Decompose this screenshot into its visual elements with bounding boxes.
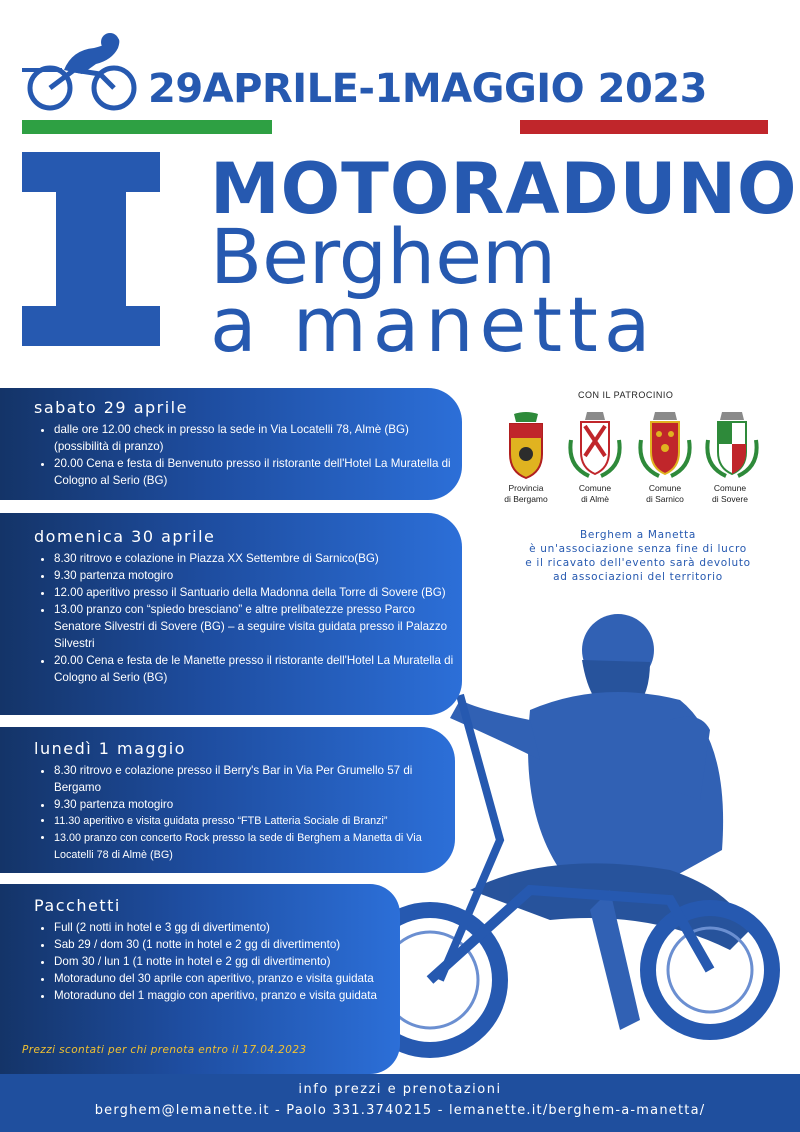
day-panel-saturday <box>0 388 462 500</box>
package-item: • Motoraduno del 30 aprile con aperitivo, pranzo e visita guidata <box>54 970 400 987</box>
schedule-item: • 12.00 aperitivo presso il Santuario della Madonna della Torre di Sovere (BG) <box>54 584 462 601</box>
day-schedule-list <box>34 421 462 489</box>
day-panel-sunday <box>0 513 462 715</box>
patronage-title: CON IL PATROCINIO <box>578 390 674 400</box>
day-title: lunedì 1 maggio <box>34 739 186 758</box>
day-schedule-list <box>34 762 455 864</box>
title-berghem: Berghem <box>210 212 557 301</box>
packages-list <box>34 919 400 1004</box>
italian-flag-green-bar <box>22 120 272 134</box>
event-dates: 29APRILE-1MAGGIO 2023 <box>148 66 707 112</box>
schedule-item: • 9.30 partenza motogiro <box>54 796 455 813</box>
day-title: sabato 29 aprile <box>34 398 188 417</box>
discount-note: Prezzi scontati per chi prenota entro il 17.04.2023 <box>22 1044 307 1056</box>
schedule-item: • dalle ore 12.00 check in presso la sede in Via Locatelli 78, Almè (BG) (possibilità di pranzo) <box>54 421 462 455</box>
italian-flag-red-bar <box>520 120 768 134</box>
schedule-item: • 9.30 partenza motogiro <box>54 567 462 584</box>
province-bergamo-crest-icon <box>496 410 556 480</box>
motorcycle-rider-logo-icon <box>22 30 142 116</box>
roman-numeral-edition <box>22 152 160 346</box>
schedule-item: • 13.00 pranzo con “spiedo bresciano” e altre prelibatezze presso Parco Senatore Silvestri di Sovere (BG) – a seguire visita guidata presso il Palazzo Silvestri <box>54 601 462 652</box>
schedule-item: • 8.30 ritrovo e colazione presso il Berry's Bar in Via Per Grumello 57 di Bergamo <box>54 762 455 796</box>
packages-title: Pacchetti <box>34 896 121 915</box>
footer-info-label: info prezzi e prenotazioni <box>298 1082 502 1097</box>
package-item: • Sab 29 / dom 30 (1 notte in hotel e 2 gg di divertimento) <box>54 936 400 953</box>
day-schedule-list <box>34 550 462 686</box>
schedule-item: • 20.00 Cena e festa de le Manette presso il ristorante dell'Hotel La Muratella di Cologno al Serio (BG) <box>54 652 462 686</box>
day-title: domenica 30 aprile <box>34 527 216 546</box>
day-panel-monday <box>0 727 455 873</box>
crest-label-sovere: Comune di Sovere <box>712 483 748 504</box>
title-motoraduno: MOTORADUNO <box>210 148 798 230</box>
crest-label-sarnico: Comune di Sarnico <box>646 483 684 504</box>
title-a-manetta: a manetta <box>210 280 657 369</box>
sarnico-crest-icon <box>635 410 695 480</box>
schedule-item: • 8.30 ritrovo e colazione in Piazza XX Settembre di Sarnico(BG) <box>54 550 462 567</box>
package-item: • Full (2 notti in hotel e 3 gg di divertimento) <box>54 919 400 936</box>
schedule-item: • 13.00 pranzo con concerto Rock presso la sede di Berghem a Manetta di Via Locatelli 78 di Almè (BG) <box>54 830 455 864</box>
schedule-item: • 11.30 aperitivo e visita guidata presso “FTB Latteria Sociale di Branzi” <box>54 813 455 830</box>
schedule-item: • 20.00 Cena e festa di Benvenuto presso il ristorante dell'Hotel La Muratella di Cologno al Serio (BG) <box>54 455 462 489</box>
package-item: • Dom 30 / lun 1 (1 notte in hotel e 2 gg di divertimento) <box>54 953 400 970</box>
package-item: • Motoraduno del 1 maggio con aperitivo, pranzo e visita guidata <box>54 987 400 1004</box>
sovere-crest-icon <box>702 410 762 480</box>
footer-contacts[interactable]: berghem@lemanette.it - Paolo 331.3740215 - lemanette.it/berghem-a-manetta/ <box>94 1103 706 1118</box>
association-note: Berghem a Manetta è un'associazione senza fine di lucro e il ricavato dell'evento sarà devoluto ad associazioni del territorio <box>525 529 751 583</box>
crest-label-alme: Comune di Almè <box>578 483 612 504</box>
alme-crest-icon <box>565 410 625 480</box>
crest-label-bergamo: Provincia di Bergamo <box>504 483 548 504</box>
